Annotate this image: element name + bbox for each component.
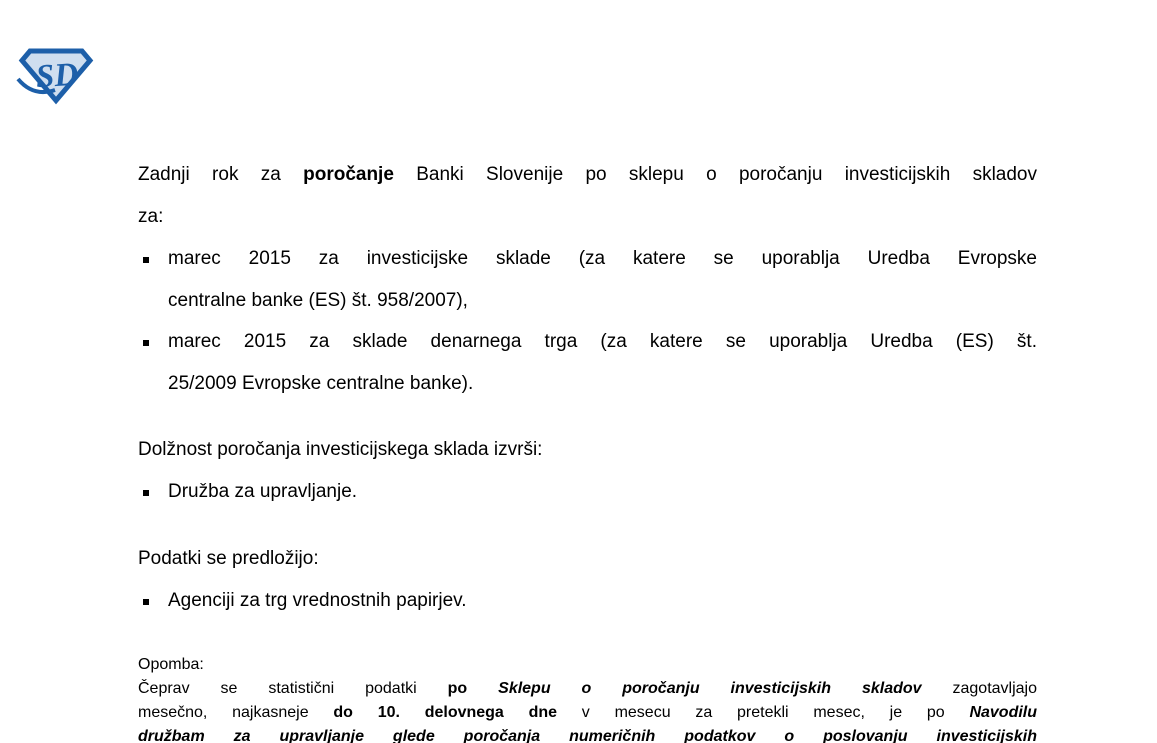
list-item	[138, 238, 1037, 321]
sd-logo-letters: SD	[34, 56, 80, 96]
bullet-icon	[143, 490, 149, 496]
section-submission-heading: Podatki se predložijo:	[138, 548, 319, 569]
note-segment-bold-italic: Navodilu	[969, 704, 1038, 721]
bullet-icon	[143, 257, 149, 263]
note-segment-regular: Čeprav se statistični podatki	[138, 680, 448, 697]
intro-line-2: za:	[138, 205, 164, 227]
section-duty-heading: Dolžnost poročanja investicijskega sklada izvrši:	[138, 439, 543, 460]
list-item	[138, 321, 1037, 404]
intro-segment-regular: Zadnji rok za	[138, 164, 304, 185]
list-item	[138, 471, 1037, 513]
note-paragraph	[138, 653, 1037, 743]
list-item-line-2: centralne banke (ES) št. 958/2007),	[168, 289, 468, 311]
note-label: Opomba:	[138, 656, 204, 673]
list-item-line-1: Družba za upravljanje.	[168, 480, 358, 502]
note-segment-bold: po	[447, 680, 499, 697]
intro-paragraph	[138, 154, 1037, 237]
note-segment-regular-2: zagotavljajo	[921, 680, 1038, 697]
section-submission	[138, 538, 1037, 621]
note-segment-bold-italic: Sklepu o poročanju investicijskih skladov	[498, 680, 922, 697]
section-duty	[138, 429, 1037, 512]
intro-line-1	[138, 154, 1037, 196]
note-segment-bold-italic: družbam za upravljanje glede poročanja numeričnih podatkov o poslovanju investicijskih	[138, 728, 1037, 743]
bullet-list-deadlines	[138, 238, 1037, 404]
intro-segment-regular-2: Banki Slovenije po sklepu o poročanju investicijskih skladov	[393, 164, 1038, 185]
list-item-line-1: marec 2015 za sklade denarnega trga (za katere se uporablja Uredba (ES) št.	[168, 331, 1037, 352]
document-content	[138, 0, 1037, 743]
bullet-icon	[143, 340, 149, 346]
note-segment-bold: do 10. delovnega dne	[333, 704, 558, 721]
list-item	[138, 580, 1037, 622]
note-line-2	[138, 701, 1037, 725]
list-item-line-1: Agenciji za trg vrednostnih papirjev.	[168, 589, 467, 611]
list-item-line-2: 25/2009 Evropske centralne banke).	[168, 372, 474, 394]
note-line-1	[138, 677, 1037, 701]
note-segment-regular-2: v mesecu za pretekli mesec, je po	[557, 704, 970, 721]
bullet-icon	[143, 599, 149, 605]
intro-segment-bold: poročanje	[303, 164, 394, 185]
sd-logo	[19, 46, 93, 104]
list-item-line-1: marec 2015 za investicijske sklade (za katere se uporablja Uredba Evropske	[168, 248, 1037, 269]
note-segment-regular: mesečno, najkasneje	[138, 704, 334, 721]
note-line-3	[138, 725, 1037, 743]
